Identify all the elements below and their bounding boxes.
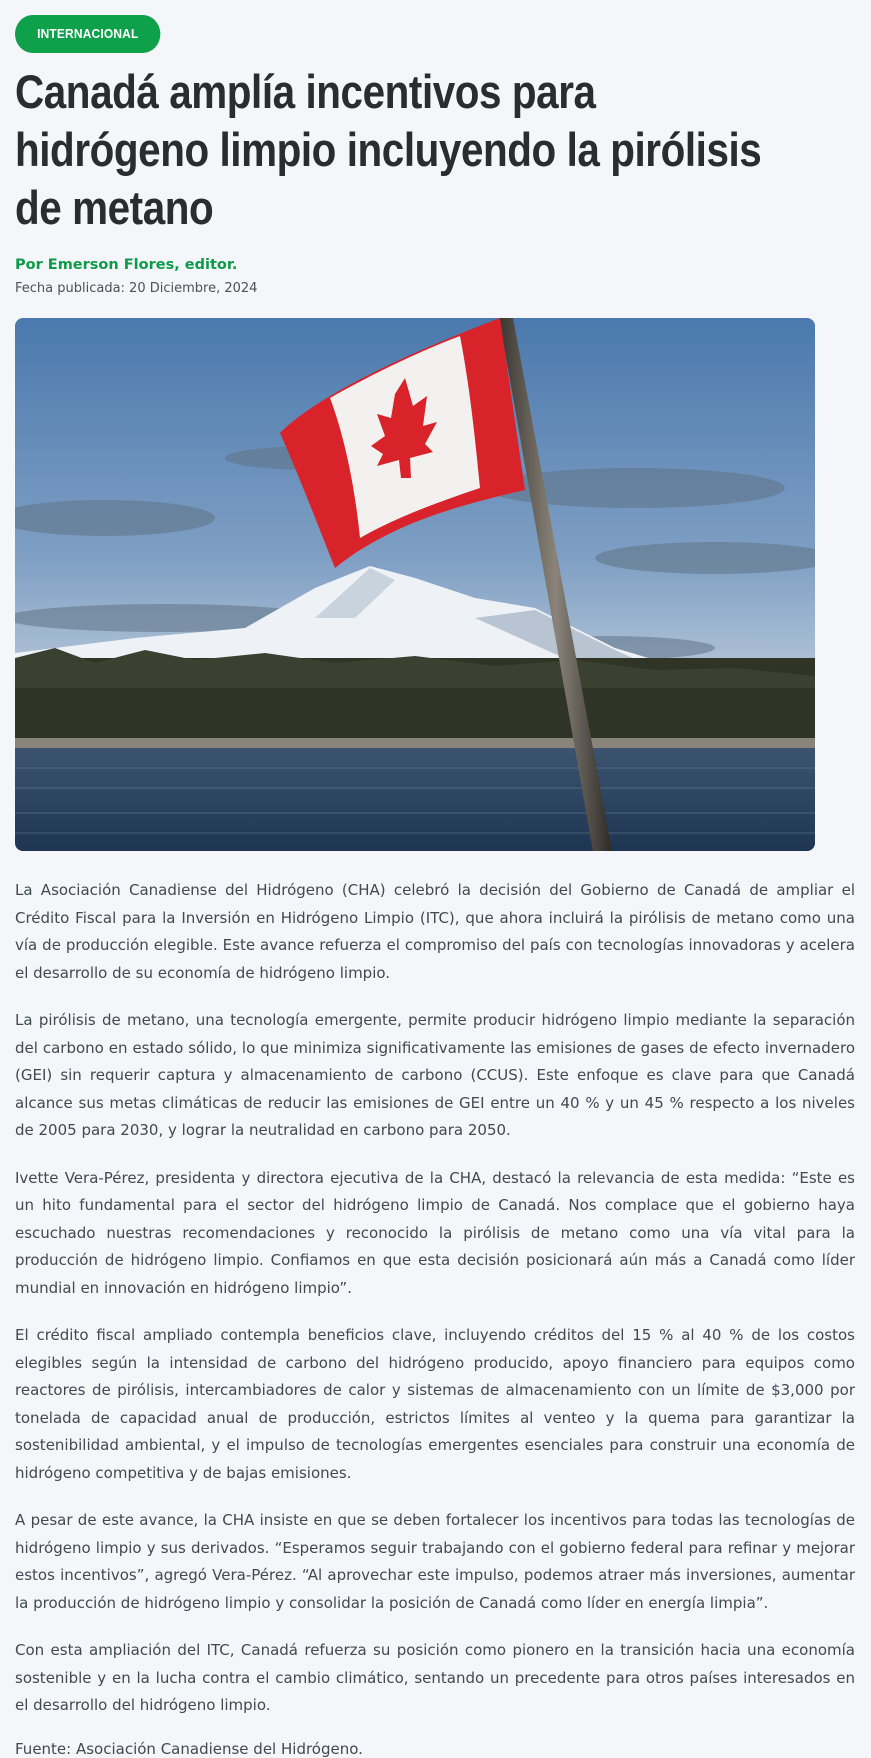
paragraph: Ivette Vera-Pérez, presidenta y directora ejecutiva de la CHA, destacó la relevancia de esta medida: “Este es un hito fundamental para el sector del hidrógeno limpio de Canadá. Nos complace que el gobierno haya escuchado nuestras recomendaciones y reconocido la pirólisis de metano como una vía vital para la producción de hidrógeno limpio. Confiamos en que esta decisión posicionará aún más a Canadá como líder mundial en innovación en hidrógeno limpio”.	[15, 1168, 855, 1297]
article-date: Fecha publicada: 20 Diciembre, 2024	[15, 281, 258, 296]
paragraph: El crédito fiscal ampliado contempla beneficios clave, incluyendo créditos del 15 % al 40 % de los costos elegibles según la intensidad de carbono del hidrógeno producido, apoyo financiero para equipos como reactores de pirólisis, intercambiadores de calor y sistemas de almacenamiento con un límite de $3,000 por tonelada de capacidad anual de producción, estrictos límites al venteo y la quema para garantizar la sostenibilidad ambiental, y el impulso de tecnologías emergentes esenciales para construir una economía de hidrógeno competitiva y de bajas emisiones.	[15, 1326, 855, 1482]
article-title: Canadá amplía incentivos para hidrógeno limpio incluyendo la pirólisis de metano	[15, 65, 762, 234]
article-author[interactable]: Por Emerson Flores, editor.	[15, 257, 238, 273]
paragraph: Con esta ampliación del ITC, Canadá refuerza su posición como pionero en la transición hacia una economía sostenible y en la lucha contra el cambio climático, sentando un precedente para otros países interesados en el desarrollo del hidrógeno limpio.	[15, 1641, 855, 1714]
paragraph: La pirólisis de metano, una tecnología emergente, permite producir hidrógeno limpio mediante la separación del carbono en estado sólido, lo que minimiza significativamente las emisiones de gases de efecto invernadero (GEI) sin requerir captura y almacenamiento de carbono (CCUS). Este enfoque es clave para que Canadá alcance sus metas climáticas de reducir las emisiones de GEI entre un 40 % y un 45 % respecto a los niveles de 2005 para 2030, y lograr la neutralidad en carbono para 2050.	[15, 1011, 855, 1139]
category-badge[interactable]: INTERNACIONAL	[15, 15, 161, 53]
hero-image	[15, 318, 815, 851]
article-body	[15, 877, 855, 1758]
paragraph: A pesar de este avance, la CHA insiste en que se deben fortalecer los incentivos para todas las tecnologías de hidrógeno limpio y sus derivados. “Esperamos seguir trabajando con el gobierno federal para refinar y mejorar estos incentivos”, agregó Vera-Pérez. “Al aprovechar este impulso, podemos atraer más inversiones, aumentar la producción de hidrógeno limpio y consolidar la posición de Canadá como líder en energía limpia”.	[15, 1511, 855, 1612]
article-source: Fuente: Asociación Canadiense del Hidrógeno.	[15, 1739, 363, 1758]
paragraph: La Asociación Canadiense del Hidrógeno (CHA) celebró la decisión del Gobierno de Canadá de ampliar el Crédito Fiscal para la Inversión en Hidrógeno Limpio (ITC), que ahora incluirá la pirólisis de metano como una vía de producción elegible. Este avance refuerza el compromiso del país con tecnologías innovadoras y acelera el desarrollo de su economía de hidrógeno limpio.	[15, 881, 855, 982]
